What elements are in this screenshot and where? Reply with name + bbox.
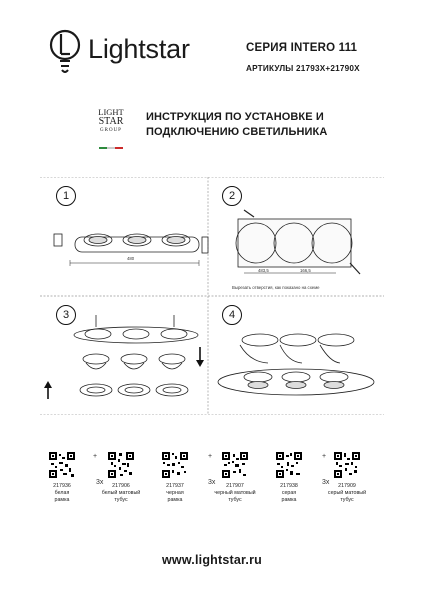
- plus-sign: +: [208, 453, 213, 460]
- accessory-line1-6: серый матовый: [327, 490, 367, 496]
- accessory-line2-6: тубус: [340, 497, 354, 503]
- step-number-4: 4: [222, 305, 242, 325]
- step2-dim-left: 483,5: [258, 268, 269, 273]
- accessory-line1-4: черный матовый: [214, 490, 256, 496]
- accessory-line2-2: тубус: [114, 497, 128, 503]
- plus-sign: +: [93, 453, 98, 460]
- step2-caption: Вырезать отверстия, как показано на схеме: [232, 285, 320, 290]
- qr-code-icon: [222, 452, 248, 483]
- series-title: СЕРИЯ INTERO 111: [246, 42, 358, 54]
- step2-dim-right: 166,5: [300, 268, 311, 273]
- qr-code-icon: [108, 452, 134, 483]
- accessory-line1-3: черная: [166, 490, 184, 496]
- lightstar-logo-icon: [48, 28, 82, 76]
- multiplier-3x: 3x: [208, 479, 216, 486]
- brand-logo: [48, 28, 82, 76]
- group-logo-line2: STAR: [98, 116, 124, 127]
- qr-code-icon: [334, 452, 360, 483]
- group-logo-line3: GROUP: [100, 128, 122, 133]
- step3-drawing: [74, 315, 198, 396]
- multiplier-3x: 3x: [96, 479, 104, 486]
- accessory-code-1: 217936: [53, 483, 71, 489]
- flag-red: [115, 147, 123, 149]
- accessory-line1-2: белый матовый: [101, 490, 141, 496]
- step1-drawing: [54, 234, 208, 266]
- flag-green: [99, 147, 107, 149]
- arrow-up-icon: [44, 381, 52, 399]
- multiplier-3x: 3x: [322, 479, 330, 486]
- accessory-code-2: 217906: [112, 483, 130, 489]
- accessories-row: [0, 452, 424, 532]
- accessory-line1-5: серая: [281, 490, 297, 496]
- accessory-code-5: 217938: [280, 483, 298, 489]
- step2-drawing: [236, 210, 360, 274]
- lightstar-group-logo: [96, 108, 126, 134]
- accessory-line2-5: рамка: [281, 497, 297, 503]
- website-link[interactable]: www.lightstar.ru: [162, 553, 262, 567]
- step4-drawing: [218, 334, 374, 395]
- step-number-2: 2: [222, 186, 242, 206]
- qr-code-icon: [276, 452, 302, 483]
- arrow-down-icon: [196, 347, 204, 367]
- flag-white: [107, 147, 115, 149]
- steps-grid: [40, 177, 384, 415]
- accessory-code-4: 217907: [226, 483, 244, 489]
- accessory-line2-3: рамка: [167, 497, 183, 503]
- instruction-title-line2: ПОДКЛЮЧЕНИЮ СВЕТИЛЬНИКА: [146, 126, 328, 138]
- qr-code-icon: [162, 452, 188, 483]
- accessory-code-3: 217937: [166, 483, 184, 489]
- accessory-line2-1: рамка: [54, 497, 70, 503]
- step1-dimension: 480: [127, 256, 135, 261]
- accessory-line2-4: тубус: [228, 497, 242, 503]
- qr-code-icon: [49, 452, 75, 483]
- instruction-title-line1: ИНСТРУКЦИЯ ПО УСТАНОВКЕ И: [146, 111, 324, 123]
- accessory-code-6: 217909: [338, 483, 356, 489]
- accessory-line1-1: белая: [54, 490, 70, 496]
- step-number-1: 1: [56, 186, 76, 206]
- italian-flag-stripe: [99, 147, 123, 149]
- brand-name: Lightstar: [88, 34, 190, 64]
- plus-sign: +: [322, 453, 327, 460]
- article-numbers: АРТИКУЛЫ 21793X+21790X: [246, 64, 360, 73]
- group-logo-line1: LIGHT: [98, 107, 124, 117]
- instruction-title: [146, 110, 327, 140]
- step-number-3: 3: [56, 305, 76, 325]
